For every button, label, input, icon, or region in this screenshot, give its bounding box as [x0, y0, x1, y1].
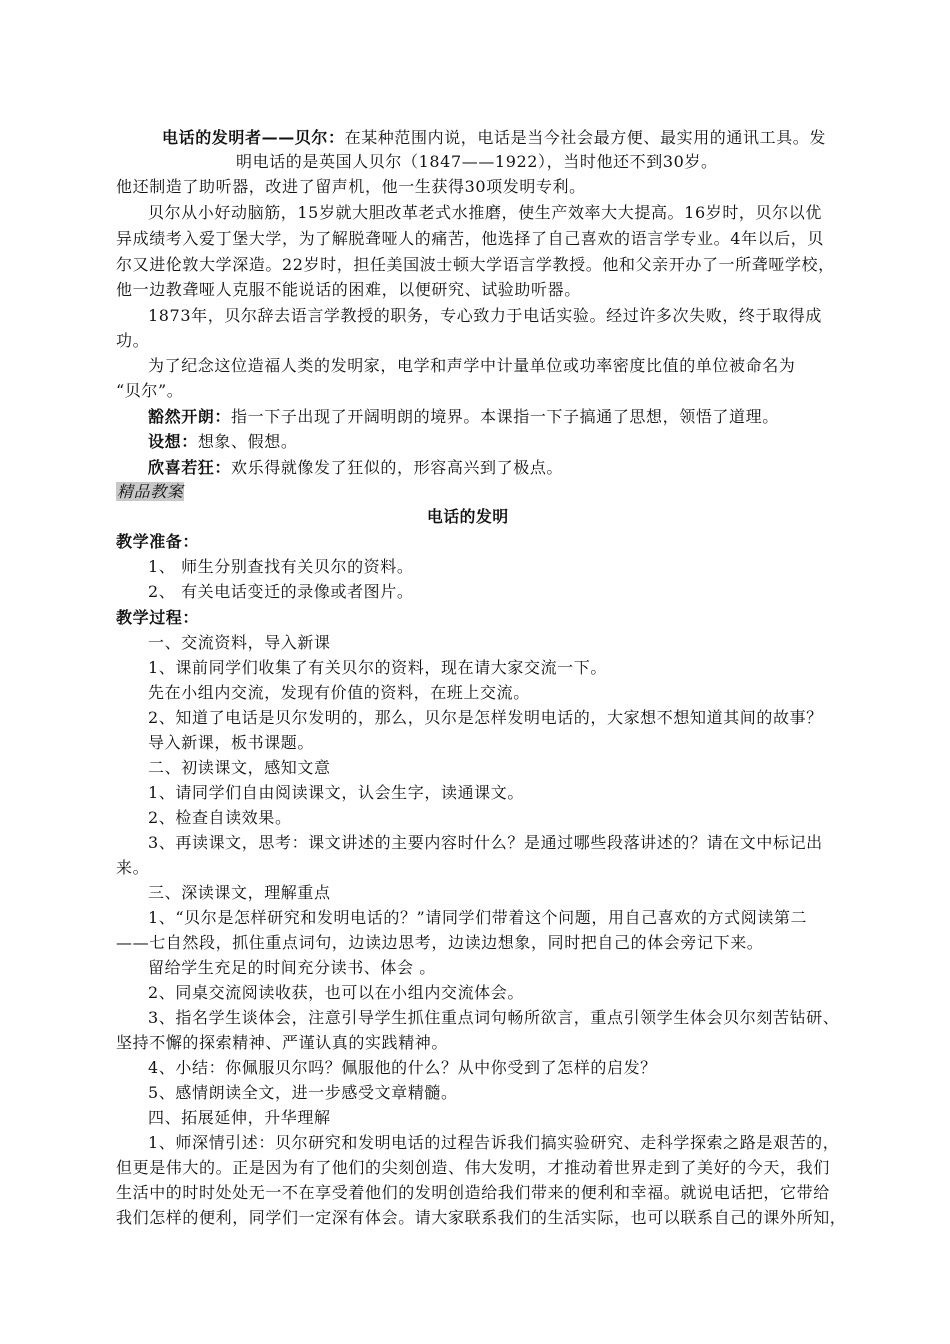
process-line: ——七自然段，抓住重点词句，边读边思考，边读边想象，同时把自己的体会旁记下来。	[116, 933, 764, 952]
process-line: 生活中的时时处处无一不在享受着他们的发明创造给我们带来的便利和幸福。就说电话把，它带给	[116, 1183, 830, 1202]
intro-line	[162, 126, 826, 150]
process-line: 4、小结：你佩服贝尔吗？佩服他的什么？从中你受到了怎样的启发？	[148, 1058, 657, 1077]
process-line: 二、初读课文，感知文意	[148, 758, 331, 777]
process-line: 2、检查自读效果。	[148, 808, 292, 827]
process-line: 5、感情朗读全文，进一步感受文章精髓。	[148, 1083, 458, 1102]
intro-text: 在某种范围内说，电话是当今社会最方便、最实用的通讯工具。发	[344, 128, 827, 147]
term-text: 指一下子出现了开阔明朗的境界。本课指一下子搞通了思想，领悟了道理。	[231, 407, 779, 426]
process-line: 1、请同学们自由阅读课文，认会生字，读通课文。	[148, 783, 524, 802]
process-line: 我们怎样的便利，同学们一定深有体会。请大家联系我们的生活实际，也可以联系自己的课外所知，	[116, 1208, 847, 1227]
term-label: 设想：	[148, 432, 198, 451]
process-line: 三、深读课文，理解重点	[148, 883, 331, 902]
bell-paragraph-line: 贝尔从小好动脑筋，15岁就大胆改革老式水推磨，使生产效率大大提高。16岁时，贝尔以优	[148, 203, 822, 222]
bell-paragraph-line: 他一边教聋哑人克服不能说话的困难，以便研究、试验助听器。	[116, 280, 581, 299]
process-line: 留给学生充足的时间充分读书、体会 。	[148, 958, 436, 977]
process-line: 先在小组内交流，发现有价值的资料，在班上交流。	[148, 683, 530, 702]
process-line: 3、指名学生谈体会，注意引导学生抓住重点词句畅所欲言，重点引领学生体会贝尔刻苦钻研、	[148, 1008, 840, 1027]
term-definition	[148, 430, 297, 454]
process-line: 2、知道了电话是贝尔发明的，那么，贝尔是怎样发明电话的，大家想不想知道其间的故事？	[148, 708, 823, 727]
term-label: 豁然开朗：	[148, 407, 232, 426]
process-line: 1、课前同学们收集了有关贝尔的资料，现在请大家交流一下。	[148, 658, 607, 677]
process-line: 坚持不懈的探索精神、严谨认真的实践精神。	[116, 1033, 449, 1052]
process-line: 来。	[116, 858, 150, 877]
process-line: 四、拓展延伸，升华理解	[148, 1108, 331, 1127]
term-label: 欣喜若狂：	[148, 458, 232, 477]
intro-line-2: 明电话的是英国人贝尔（1847——1922），当时他还不到30岁。	[236, 152, 718, 171]
process-line: 1、师深情引述：贝尔研究和发明电话的过程告诉我们搞实验研究、走科学探索之路是艰苦的，	[148, 1133, 840, 1152]
term-text: 欢乐得就像发了狂似的，形容高兴到了极点。	[231, 458, 564, 477]
process-line: 1、“贝尔是怎样研究和发明电话的？”请同学们带着这个问题，用自己喜欢的方式阅读第二	[148, 908, 808, 927]
term-definition	[148, 456, 563, 480]
process-line: 2、同桌交流阅读收获，也可以在小组内交流体会。	[148, 983, 524, 1002]
term-definition	[148, 405, 779, 429]
highlight-label-line	[116, 480, 184, 504]
process-heading: 教学过程：	[116, 608, 200, 627]
prep-item: 2、 有关电话变迁的录像或者图片。	[148, 582, 414, 601]
highlight-label: 精品教案	[117, 482, 184, 501]
process-line: 3、再读课文，思考：课文讲述的主要内容时什么？是通过哪些段落讲述的？请在文中标记出	[148, 833, 823, 852]
process-line: 但更是伟大的。正是因为有了他们的尖刻创造、伟大发明，才推动着世界走到了美好的今天，我们	[116, 1158, 830, 1177]
bell-paragraph-line: 异成绩考入爱丁堡大学，为了解脱聋哑人的痛苦，他选择了自己喜欢的语言学专业。4年以后，贝	[116, 229, 824, 248]
experiment-paragraph-line: 1873年，贝尔辞去语言学教授的职务，专心致力于电话实验。经过许多次失败，终于取得成	[148, 306, 822, 325]
prep-item: 1、 师生分别查找有关贝尔的资料。	[148, 557, 414, 576]
unit-paragraph-line: “贝尔”。	[116, 381, 184, 400]
intro-line-3: 他还制造了助听器，改进了留声机，他一生获得30项发明专利。	[116, 177, 586, 196]
process-line: 导入新课，板书课题。	[148, 733, 315, 752]
experiment-paragraph-line: 功。	[116, 331, 150, 350]
intro-term: 电话的发明者——贝尔：	[162, 128, 345, 147]
lesson-title: 电话的发明	[426, 507, 509, 526]
bell-paragraph-line: 尔又进伦敦大学深造。22岁时，担任美国波士顿大学语言学教授。他和父亲开办了一所聋哑学校，	[116, 255, 835, 274]
term-text: 想象、假想。	[197, 432, 298, 451]
unit-paragraph-line: 为了纪念这位造福人类的发明家，电学和声学中计量单位或功率密度比值的单位被命名为	[148, 356, 796, 375]
prep-heading: 教学准备：	[116, 532, 200, 551]
process-line: 一、交流资料，导入新课	[148, 633, 331, 652]
